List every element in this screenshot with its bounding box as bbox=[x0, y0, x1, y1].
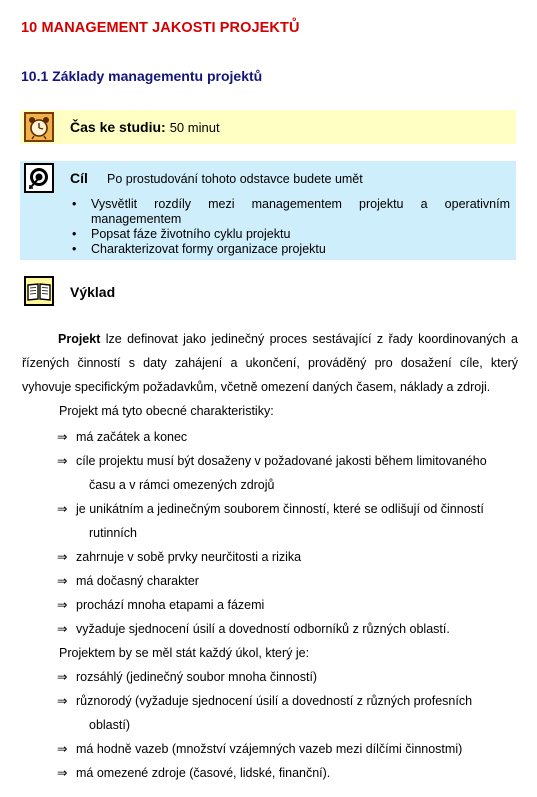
arrow-icon: ⇒ bbox=[57, 454, 68, 468]
list-item: ⇒ má začátek a konec bbox=[59, 425, 524, 449]
goal-item: • Charakterizovat formy organizace projektu bbox=[72, 242, 326, 256]
characteristics-list bbox=[59, 425, 524, 641]
goal-item: • Popsat fáze životního cyklu projektu bbox=[72, 227, 291, 241]
list-item: ⇒ různorodý (vyžaduje sjednocení úsilí a dovedností z různých profesních oblastí) bbox=[59, 689, 524, 737]
task-lead: Projektem by se měl stát každý úkol, který je: bbox=[59, 646, 310, 660]
alarm-clock-icon bbox=[24, 112, 54, 142]
arrow-icon: ⇒ bbox=[57, 430, 68, 444]
arrow-icon: ⇒ bbox=[57, 622, 68, 636]
term-project: Projekt bbox=[58, 332, 101, 346]
list-item: ⇒ rozsáhlý (jedinečný soubor mnoha činností) bbox=[59, 665, 524, 689]
section-title: 10.1 Základy managementu projektů bbox=[21, 68, 263, 84]
list-item: ⇒ vyžaduje sjednocení úsilí a dovedností odborníků z různých oblastí. bbox=[59, 617, 524, 641]
target-icon bbox=[24, 163, 54, 193]
arrow-icon: ⇒ bbox=[57, 766, 68, 780]
open-book-icon bbox=[24, 276, 54, 306]
arrow-icon: ⇒ bbox=[57, 670, 68, 684]
explanation-label: Výklad bbox=[70, 284, 116, 300]
bullet-icon: • bbox=[72, 197, 77, 211]
list-item: ⇒ má omezené zdroje (časové, lidské, finanční). bbox=[59, 761, 524, 785]
arrow-icon: ⇒ bbox=[57, 598, 68, 612]
goal-intro: Po prostudování tohoto odstavce budete umět bbox=[107, 172, 363, 186]
list-item: ⇒ zahrnuje v sobě prvky neurčitosti a rizika bbox=[59, 545, 524, 569]
bullet-icon: • bbox=[72, 227, 77, 241]
arrow-icon: ⇒ bbox=[57, 574, 68, 588]
list-item: ⇒ má dočasný charakter bbox=[59, 569, 524, 593]
list-item: ⇒ je unikátním a jedinečným souborem činností, které se odlišují od činností rutinních bbox=[59, 497, 524, 545]
chapter-title: 10 MANAGEMENT JAKOSTI PROJEKTŮ bbox=[21, 20, 300, 36]
study-time-label: Čas ke studiu: bbox=[70, 119, 166, 135]
arrow-icon: ⇒ bbox=[57, 502, 68, 516]
intro-text: lze definovat jako jedinečný proces sestávající z řady koordinovaných a řízených činností s daty zahájení a ukončení, prováděný pro dosažení cíle, který vyhovuje specifickým požadavkům, včetně omezení daných časem, náklady a zdroji. bbox=[22, 332, 518, 394]
arrow-icon: ⇒ bbox=[57, 694, 68, 708]
bullet-icon: • bbox=[72, 242, 77, 256]
arrow-icon: ⇒ bbox=[57, 550, 68, 564]
study-time bbox=[70, 119, 220, 135]
characteristics-lead: Projekt má tyto obecné charakteristiky: bbox=[59, 404, 274, 418]
study-time-value: 50 minut bbox=[169, 120, 220, 135]
task-list bbox=[59, 665, 524, 785]
intro-paragraph bbox=[22, 327, 518, 399]
goal-list bbox=[72, 197, 510, 257]
list-item: ⇒ cíle projektu musí být dosaženy v požadované jakosti během limitovaného času a v rámci omezených zdrojů bbox=[59, 449, 524, 497]
goal-item: • Vysvětlit rozdíly mezi managementem projektu a operativním managementem bbox=[72, 197, 510, 226]
list-item: ⇒ prochází mnoha etapami a fázemi bbox=[59, 593, 524, 617]
arrow-icon: ⇒ bbox=[57, 742, 68, 756]
list-item: ⇒ má hodně vazeb (množství vzájemných vazeb mezi dílčími činnostmi) bbox=[59, 737, 524, 761]
goal-label: Cíl bbox=[70, 170, 88, 186]
